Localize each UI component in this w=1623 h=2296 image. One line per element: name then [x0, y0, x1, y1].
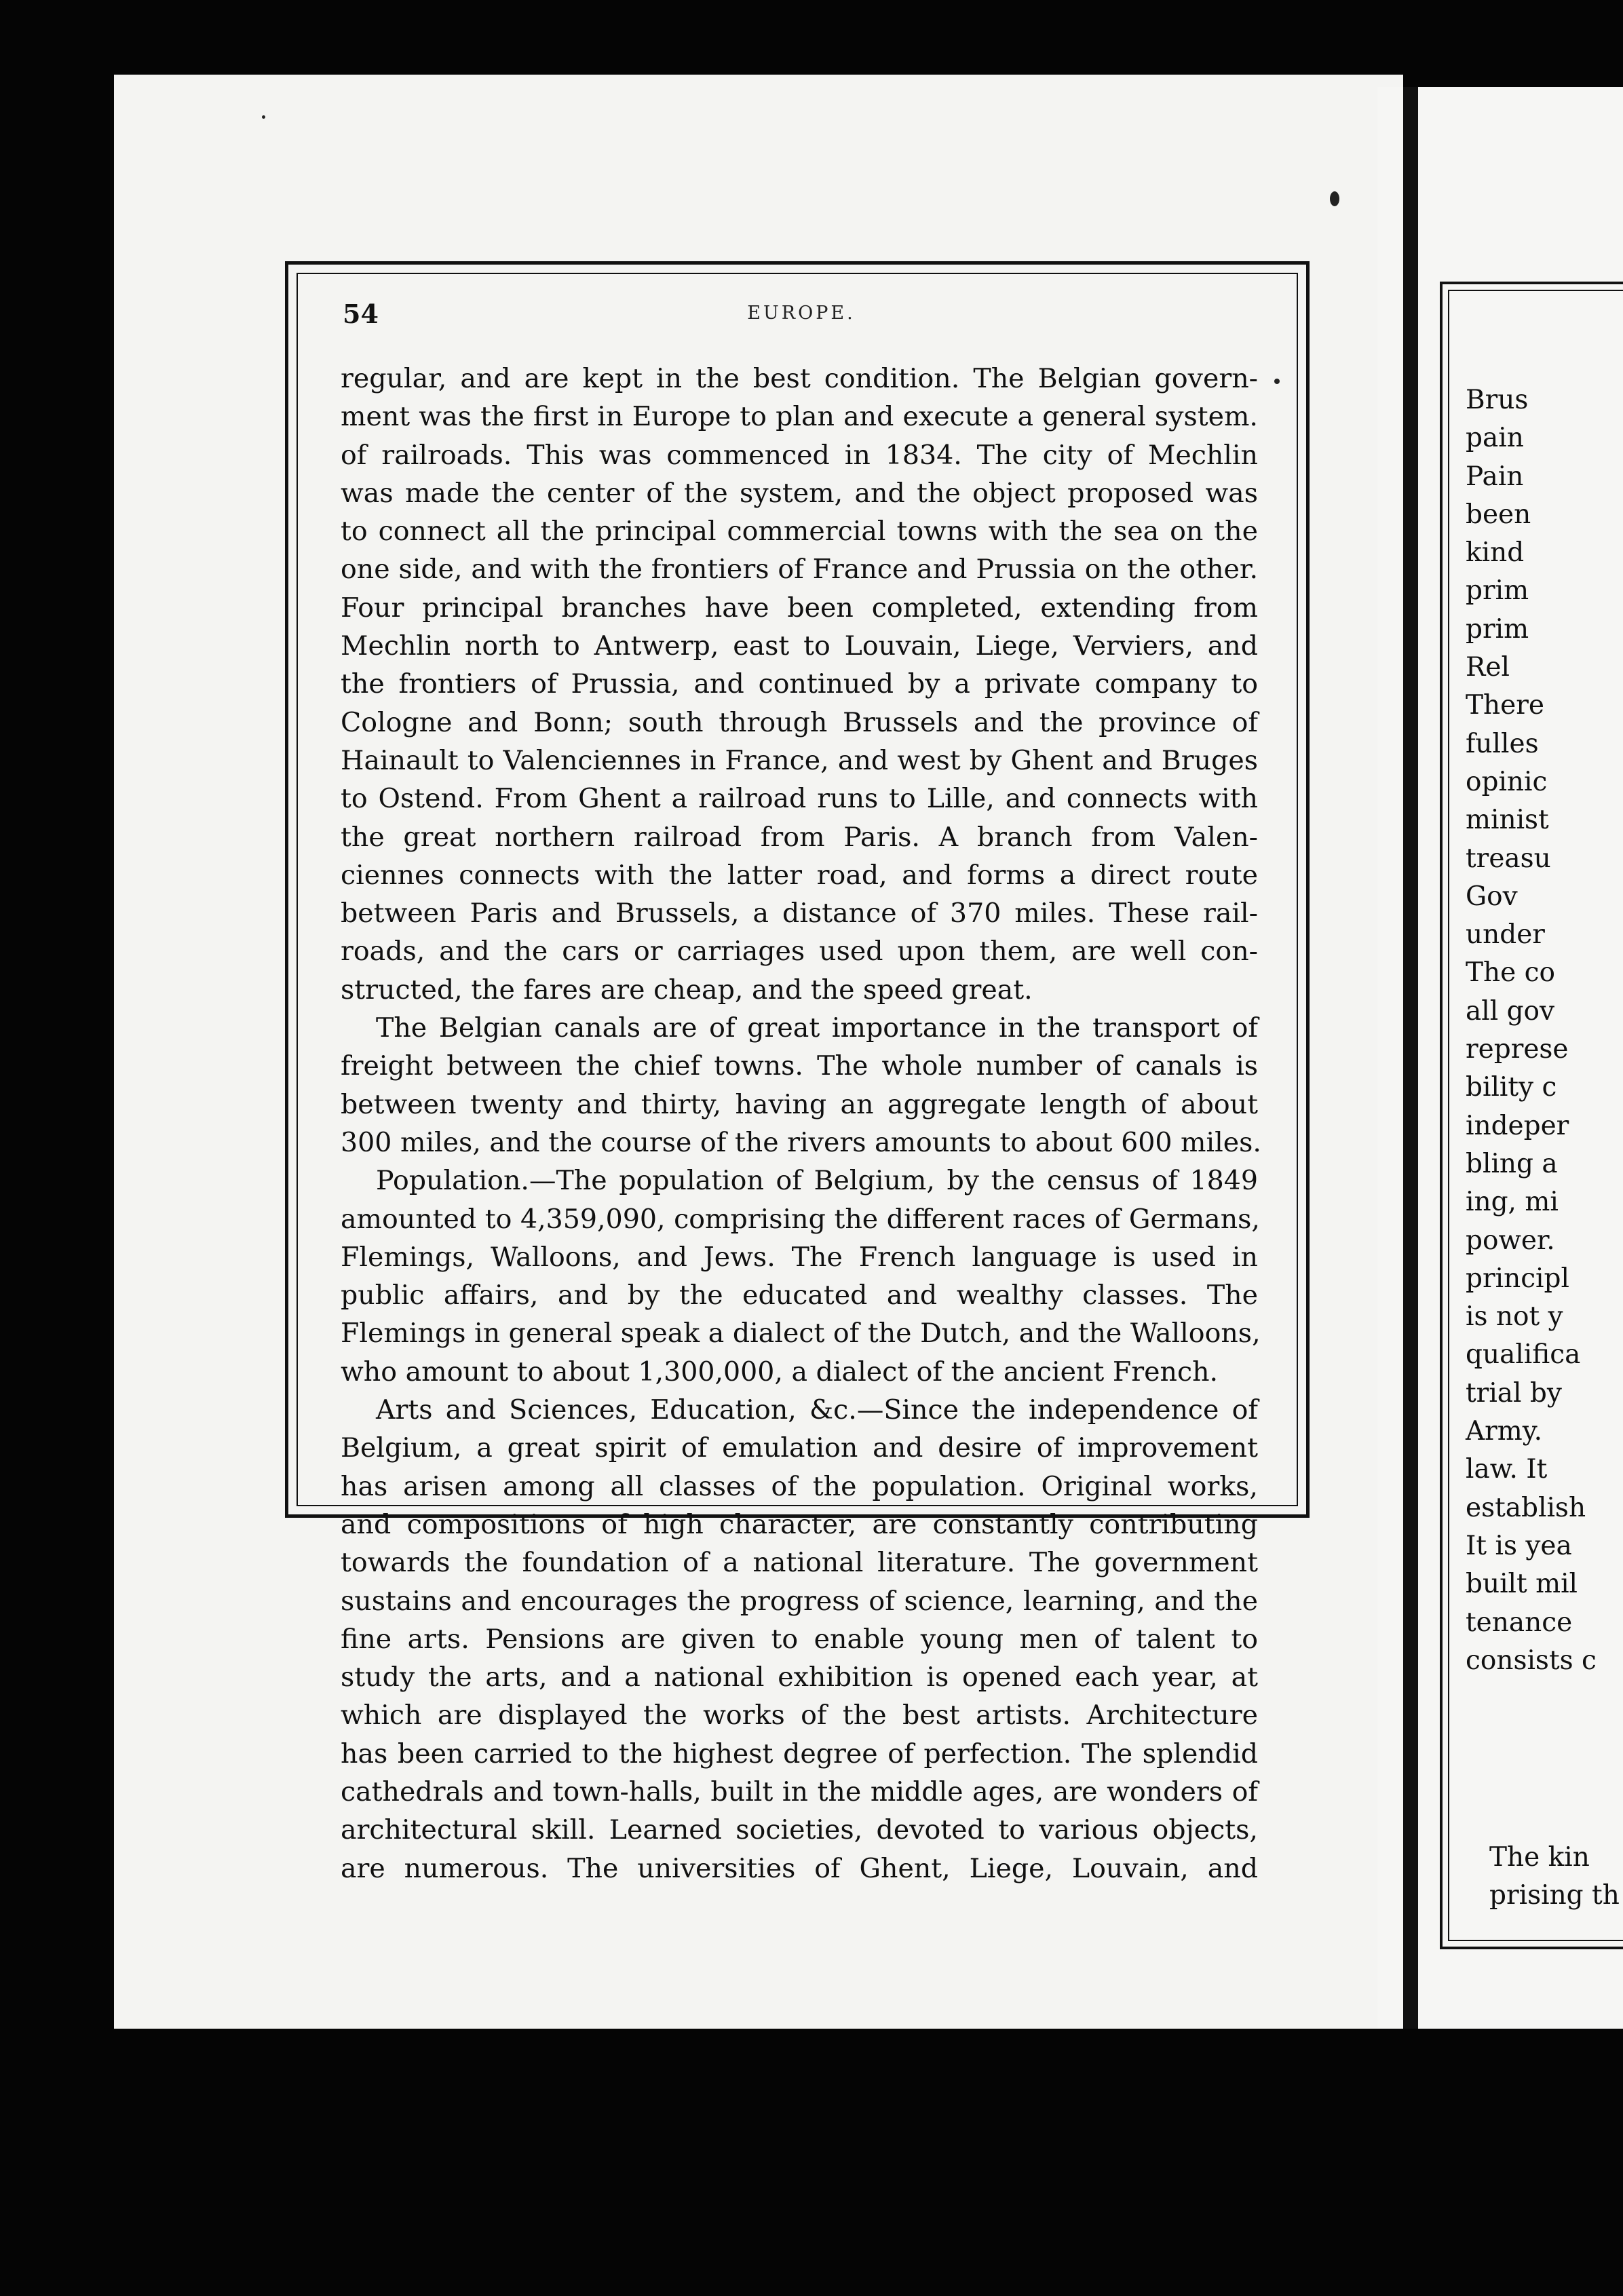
facing-page-line: prim	[1466, 575, 1529, 607]
scan-speck	[262, 115, 265, 119]
text-line: fine arts. Pensions are given to enable young men of talent to	[341, 1623, 1258, 1655]
text-line: towards the foundation of a national literature. The government	[341, 1547, 1258, 1579]
text-line: amounted to 4,359,090, comprising the different races of Germans,	[341, 1203, 1260, 1235]
facing-page-line: built mil	[1466, 1569, 1578, 1600]
text-line: architectural skill. Learned societies, devoted to various objects,	[341, 1814, 1258, 1846]
facing-page-line: qualifica	[1466, 1339, 1581, 1371]
text-line: 300 miles, and the course of the rivers amounts to about 600 miles.	[341, 1126, 1261, 1158]
text-line: Hainault to Valenciennes in France, and west by Ghent and Bruges	[341, 744, 1258, 776]
facing-page-line: prim	[1466, 613, 1529, 645]
facing-page-line: minist	[1466, 805, 1549, 836]
facing-page-line: It is yea	[1466, 1530, 1572, 1561]
text-line: to Ostend. From Ghent a railroad runs to Lille, and connects with	[341, 783, 1258, 815]
facing-page-line: indeper	[1466, 1110, 1569, 1141]
facing-page-line: ing, mi	[1466, 1187, 1559, 1218]
facing-page-line: The co	[1466, 957, 1555, 989]
text-line: Mechlin north to Antwerp, east to Louvain, Liege, Verviers, and	[341, 630, 1258, 662]
text-line: Belgium, a great spirit of emulation and desire of improvement	[341, 1432, 1258, 1464]
facing-page-line: fulles	[1466, 728, 1539, 759]
facing-page-line: Army.	[1466, 1416, 1543, 1447]
running-title: EUROPE.	[747, 303, 856, 324]
facing-page-line: opinic	[1466, 766, 1548, 797]
text-line: Flemings, Walloons, and Jews. The French language is used in	[341, 1241, 1258, 1273]
facing-page-line: all gov	[1466, 995, 1555, 1027]
text-line: has been carried to the highest degree of perfection. The splendid	[341, 1738, 1258, 1769]
facing-page-line: been	[1466, 499, 1531, 530]
text-line: public affairs, and by the educated and wealthy classes. The	[341, 1280, 1258, 1312]
text-line: Population.—The population of Belgium, by the census of 1849	[376, 1165, 1258, 1197]
text-line: to connect all the principal commercial towns with the sea on the	[341, 516, 1258, 548]
facing-page-line: Pain	[1466, 461, 1524, 492]
text-line: The Belgian canals are of great importance in the transport of	[376, 1012, 1258, 1044]
facing-page-line: establish	[1466, 1492, 1586, 1523]
facing-page-line: The kin	[1489, 1842, 1590, 1873]
facing-page-line: pain	[1466, 423, 1524, 454]
text-line: between Paris and Brussels, a distance of 370 miles. These rail-	[341, 898, 1258, 930]
text-line: who amount to about 1,300,000, a dialect of the ancient French.	[341, 1356, 1219, 1388]
page-gutter	[1403, 87, 1418, 2029]
facing-page-line: bling a	[1466, 1148, 1558, 1179]
facing-page-line: prising th	[1489, 1880, 1620, 1911]
facing-page-line: consists c	[1466, 1645, 1597, 1676]
text-line: Four principal branches have been completed, extending from	[341, 592, 1258, 624]
facing-page-line: trial by	[1466, 1377, 1562, 1409]
running-head	[343, 299, 1260, 339]
facing-page-line: treasu	[1466, 843, 1551, 874]
scan-speck	[1274, 379, 1280, 384]
facing-page-line: There	[1466, 690, 1544, 721]
text-line: study the arts, and a national exhibition is opened each year, at	[341, 1662, 1258, 1694]
facing-page-line: Brus	[1466, 385, 1529, 415]
scan-speck	[1330, 191, 1339, 206]
text-line: roads, and the cars or carriages used upon them, are well con-	[341, 936, 1258, 968]
facing-page-line: bility c	[1466, 1072, 1557, 1103]
text-line: of railroads. This was commenced in 1834. The city of Mechlin	[341, 439, 1258, 471]
text-line: and compositions of high character, are constantly contributing	[341, 1508, 1258, 1540]
facing-page-line: is not y	[1466, 1301, 1563, 1333]
text-line: was made the center of the system, and the object proposed was	[341, 477, 1258, 509]
text-line: regular, and are kept in the best condition. The Belgian govern-	[341, 363, 1258, 394]
text-line: the great northern railroad from Paris. A branch from Valen-	[341, 821, 1258, 853]
facing-page-line: power.	[1466, 1225, 1555, 1256]
text-line: are numerous. The universities of Ghent, Liege, Louvain, and	[341, 1852, 1258, 1884]
facing-page-line: Rel	[1466, 652, 1510, 683]
text-line: between twenty and thirty, having an aggregate length of about	[341, 1088, 1258, 1120]
text-line: cathedrals and town-halls, built in the middle ages, are wonders of	[341, 1776, 1258, 1807]
page-number: 54	[343, 299, 379, 329]
text-line: structed, the fares are cheap, and the speed great.	[341, 974, 1033, 1006]
facing-page-line: under	[1466, 919, 1545, 951]
text-line: the frontiers of Prussia, and continued by a private company to	[341, 668, 1258, 700]
facing-page-line: law. It	[1466, 1454, 1548, 1485]
text-line: Flemings in general speak a dialect of the Dutch, and the Walloons,	[341, 1318, 1261, 1350]
text-line: Cologne and Bonn; south through Brussels and the province of	[341, 706, 1258, 738]
facing-page-line: Gov	[1466, 881, 1518, 912]
text-line: sustains and encourages the progress of science, learning, and the	[341, 1585, 1258, 1617]
text-line: one side, and with the frontiers of France and Prussia on the other.	[341, 554, 1258, 586]
text-line: ment was the first in Europe to plan and execute a general system.	[341, 401, 1258, 433]
facing-page-line: kind	[1466, 537, 1525, 569]
text-line: ciennes connects with the latter road, and forms a direct route	[341, 859, 1258, 891]
text-line: has arisen among all classes of the population. Original works,	[341, 1470, 1258, 1502]
facing-page-line: tenance	[1466, 1607, 1573, 1638]
facing-page-text	[1466, 381, 1623, 1680]
body-text	[341, 360, 1261, 1888]
text-line: Arts and Sciences, Education, &c.—Since the independence of	[376, 1394, 1258, 1426]
facing-page-section-start	[1489, 1839, 1620, 1915]
facing-page-line: represe	[1466, 1034, 1569, 1065]
facing-page-line: principl	[1466, 1263, 1569, 1294]
text-line: which are displayed the works of the best artists. Architecture	[341, 1700, 1258, 1731]
text-line: freight between the chief towns. The whole number of canals is	[341, 1050, 1258, 1082]
